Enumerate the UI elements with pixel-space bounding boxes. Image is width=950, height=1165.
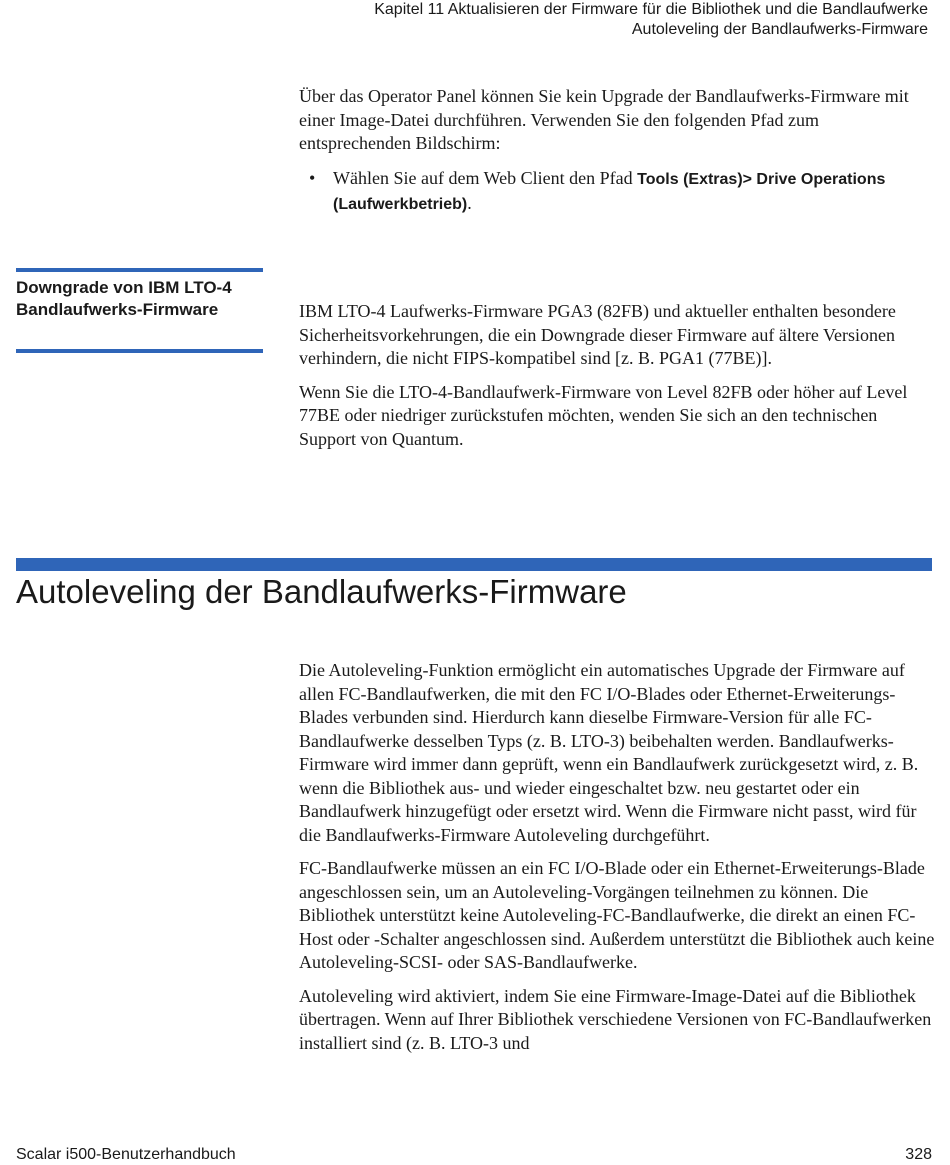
intro-paragraph: Über das Operator Panel können Sie kein Upgrade der Bandlaufwerks-Firmware mit einer Image-Datei durchführen. Verwenden Sie den folgenden Pfad zum entsprechenden Bildschirm:: [299, 86, 909, 153]
footer-page-number: 328: [905, 1146, 932, 1163]
sidehead-downgrade: Downgrade von IBM LTO-4 Bandlaufwerks-Firmware: [16, 278, 232, 319]
section-body: [299, 659, 935, 1055]
section-bar: [16, 558, 932, 571]
downgrade-body: [299, 300, 935, 451]
bullet-text: Wählen Sie auf dem Web Client den Pfad Tools (Extras)> Drive Operations (Laufwerkbetrieb).: [333, 168, 886, 213]
sidehead-rule-bottom: [16, 349, 263, 353]
downgrade-paragraph-1: IBM LTO-4 Laufwerks-Firmware PGA3 (82FB) und aktueller enthalten besondere Sicherheitsvorkehrungen, die ein Downgrade dieser Firmware auf ältere Versionen verhindern, die nicht FIPS-kompatibel sind [z. B. PGA1 (77BE)].: [299, 301, 896, 368]
ui-path: Tools (Extras)> Drive Operations (Laufwerkbetrieb): [333, 171, 886, 213]
running-header: [374, 0, 928, 40]
bullet-symbol: •: [309, 168, 316, 188]
section-paragraph-2: FC-Bandlaufwerke müssen an ein FC I/O-Blade oder ein Ethernet-Erweiterungs-Blade angeschlossen sein, um an Autoleveling-Vorgängen teilnehmen zu können. Die Bibliothek unterstützt keine Autoleveling-FC-Bandlaufwerke, die direkt an einen FC-Host oder -Schalter angeschlossen sind. Außerdem unterstützt die Bibliothek auch keine Autoleveling-SCSI- oder SAS-Bandlaufwerke.: [299, 858, 935, 972]
section-paragraph-3: Autoleveling wird aktiviert, indem Sie eine Firmware-Image-Datei auf die Bibliothek übertragen. Wenn auf Ihrer Bibliothek verschiedene Versionen von FC-Bandlaufwerken installiert sind (z. B. LTO-3 und: [299, 985, 932, 1053]
section-paragraph-1: Die Autoleveling-Funktion ermöglicht ein automatisches Upgrade der Firmware auf allen FC-Bandlaufwerken, die mit den FC I/O-Blades oder Ethernet-Erweiterungs-Blades verbunden sind. Hierdurch kann dieselbe Firmware-Version für alle FC-Bandlaufwerke desselben Typs (z. B. LTO-3) beibehalten werden. Bandlaufwerks-Firmware wird immer dann geprüft, wenn ein Bandlaufwerk zurückgesetzt wird, z. B. wenn die Bibliothek aus- und wieder eingeschaltet bzw. neu gestartet oder ein Bandlaufwerk hinzugefügt oder ersetzt wird. Wenn die Firmware nicht passt, wird für die Bandlaufwerks-Firmware Autoleveling durchgeführt.: [299, 660, 919, 845]
footer-manual-title: Scalar i500-Benutzerhandbuch: [16, 1146, 236, 1163]
downgrade-paragraph-2: Wenn Sie die LTO-4-Bandlaufwerk-Firmware von Level 82FB oder höher auf Level 77BE oder niedriger zurückstufen möchten, wenden Sie sich an den technischen Support von Quantum.: [299, 381, 908, 449]
section-title: Autoleveling der Bandlaufwerks-Firmware: [16, 573, 627, 610]
header-chapter: Kapitel 11 Aktualisieren der Firmware für die Bibliothek und die Bandlaufwerke: [374, 1, 928, 18]
header-section: Autoleveling der Bandlaufwerks-Firmware: [631, 21, 928, 38]
sidehead-rule-top: [16, 268, 263, 272]
